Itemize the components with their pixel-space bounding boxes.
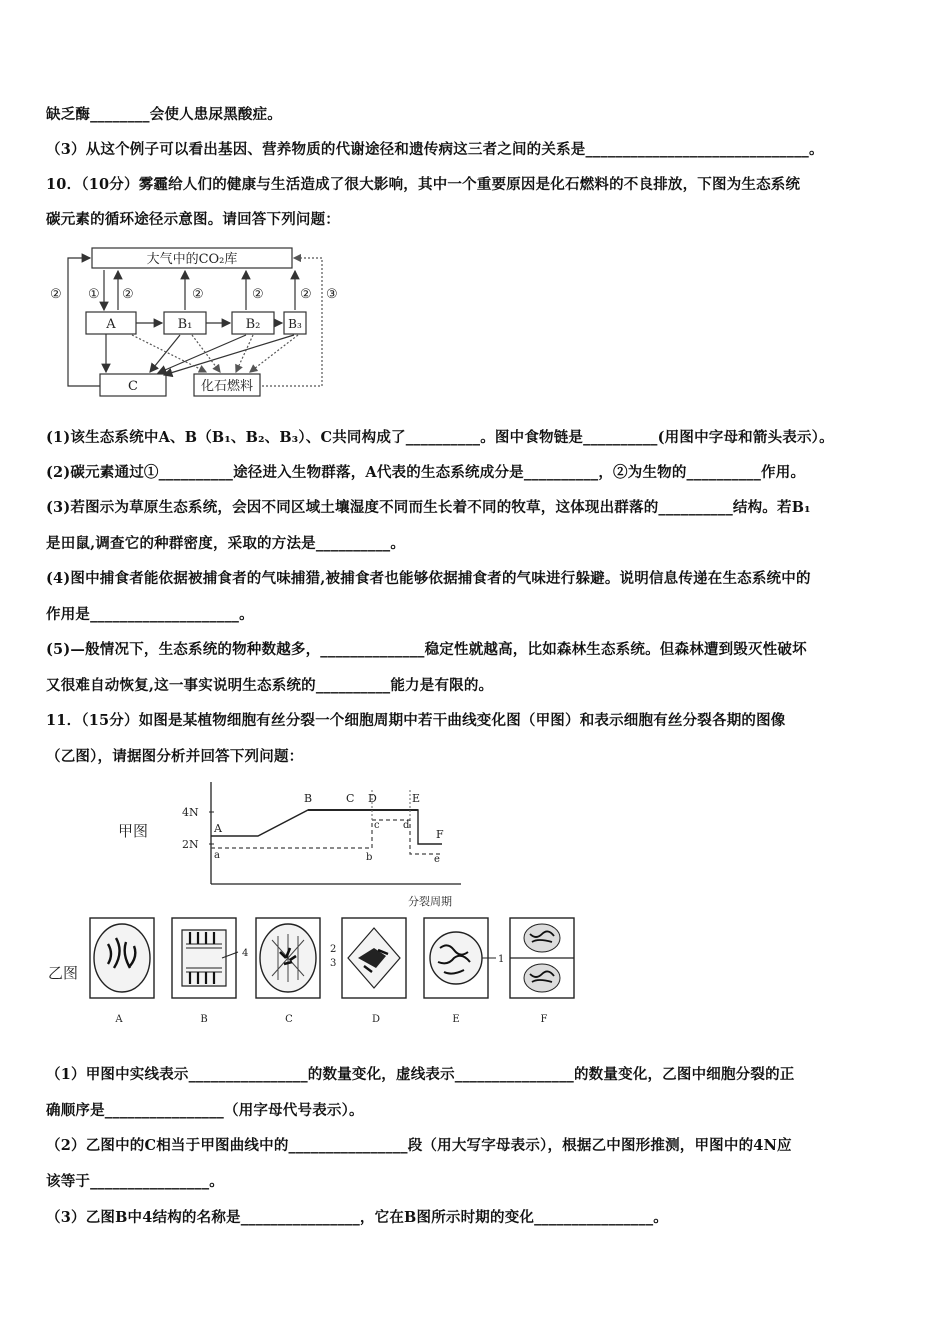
cell-cycle-figure [46, 772, 578, 1030]
label-2-a: ② [122, 287, 134, 302]
text-line-15: （1）甲图中实线表示________________的数量变化，虚线表示________________的数量变化，乙图中细胞分裂的正 [46, 1066, 795, 1083]
cell-c [256, 918, 320, 998]
text-line-17: （2）乙图中的C相当于甲图曲线中的________________段（用大写字母表示），根据乙中图形推测，甲图中的4N应 [46, 1137, 792, 1154]
box-b3-label: B₃ [288, 317, 302, 331]
question-11-heading: 11．（15分）如图是某植物细胞有丝分裂一个细胞周期中若干曲线变化图（甲图）和表示细胞有丝分裂各期的图像 [46, 712, 786, 729]
text-line-1: 缺乏酶________会使人患尿黑酸症。 [46, 106, 282, 123]
text-line-14: （乙图），请据图分析并回答下列问题： [46, 748, 304, 765]
pt-a: a [214, 850, 220, 861]
label-2-c: ② [50, 287, 62, 302]
pt-B: B [304, 792, 313, 805]
text-line-10: 作用是____________________。 [46, 606, 254, 623]
text-line-11: (5)—般情况下，生态系统的物种数越多，______________稳定性就越高，比如森林生态系统。但森林遭到毁灭性破坏 [46, 641, 807, 658]
text-line-6: (2)碳元素通过①__________途径进入生物群落，A代表的生态系统成分是__________，②为生物的__________作用。 [46, 464, 806, 481]
question-10-heading: 10．（10分）雾霾给人们的健康与生活造成了很大影响，其中一个重要原因是化石燃料的不良排放，下图为生态系统 [46, 176, 801, 193]
label-3: ③ [326, 287, 338, 302]
cell-d-label: D [371, 1014, 381, 1025]
cell-c-label: C [285, 1014, 293, 1025]
yi-title: 乙图 [48, 964, 79, 982]
text-line-9: (4)图中捕食者能依据被捕食者的气味捕猎,被捕食者也能够依据捕食者的气味进行躲避。说明信息传递在生态系统中的 [46, 570, 811, 587]
text-line-12: 又很难自动恢复,这一事实说明生态系统的__________能力是有限的。 [46, 677, 494, 694]
text-line-5: (1)该生态系统中A、B（B₁、B₂、B₃）、C共同构成了__________。图中食物链是__________(用图中字母和箭头表示）。 [46, 429, 834, 446]
pt-D: D [368, 792, 377, 805]
y-label-4n: 4N [182, 806, 199, 819]
text-line-8: 是田鼠,调查它的种群密度，采取的方法是__________。 [46, 535, 406, 552]
co2-box-label: 大气中的CO₂库 [146, 252, 238, 267]
pt-F: F [436, 828, 444, 841]
cell-d [342, 918, 406, 998]
cell-b-label: B [200, 1014, 208, 1025]
text-line-18: 该等于________________。 [46, 1173, 224, 1190]
cell-b [172, 918, 238, 998]
cell-e-label: E [452, 1014, 460, 1025]
pt-A: A [214, 822, 222, 835]
cell-e [424, 918, 496, 998]
label-1-a: ① [88, 287, 100, 302]
text-line-7: (3)若图示为草原生态系统，会因不同区域土壤湿度不同而生长着不同的牧草，这体现出群落的__________结构。若B₁ [46, 499, 811, 516]
text-line-2: （3）从这个例子可以看出基因、营养物质的代谢途径和遗传病这三者之间的关系是______________________________。 [46, 141, 824, 158]
pt-E: E [412, 792, 421, 805]
pt-c: c [374, 820, 380, 831]
text-line-4: 碳元素的循环途径示意图。请回答下列问题： [46, 211, 340, 228]
cell-a-label: A [115, 1014, 123, 1025]
label-2-b1: ② [192, 287, 204, 302]
mark-1: 1 [498, 954, 505, 965]
pt-b: b [366, 852, 373, 863]
carbon-cycle-diagram [46, 240, 346, 400]
cell-f-label: F [540, 1014, 548, 1025]
label-2-b3: ② [300, 287, 312, 302]
pt-C: C [346, 792, 355, 805]
box-b1-label: B₁ [177, 317, 193, 332]
y-label-2n: 2N [182, 838, 199, 851]
mark-2: 2 [330, 944, 337, 955]
box-b2-label: B₂ [245, 317, 261, 332]
cell-f [510, 918, 574, 998]
text-line-19: （3）乙图B中4结构的名称是________________，它在B图所示时期的变化________________。 [46, 1209, 668, 1226]
pt-d: d [403, 820, 410, 831]
cell-a [90, 918, 154, 998]
text-line-16: 确顺序是________________（用字母代号表示）。 [46, 1102, 364, 1119]
jia-title: 甲图 [118, 822, 149, 840]
x-axis-label: 分裂周期 [408, 895, 452, 908]
mark-3: 3 [330, 958, 337, 969]
mark-4: 4 [242, 948, 249, 959]
box-fossil-label: 化石燃料 [200, 379, 254, 394]
pt-e: e [434, 854, 440, 865]
box-c-label: C [128, 379, 138, 394]
box-a-label: A [106, 317, 116, 332]
label-2-b2: ② [252, 287, 264, 302]
